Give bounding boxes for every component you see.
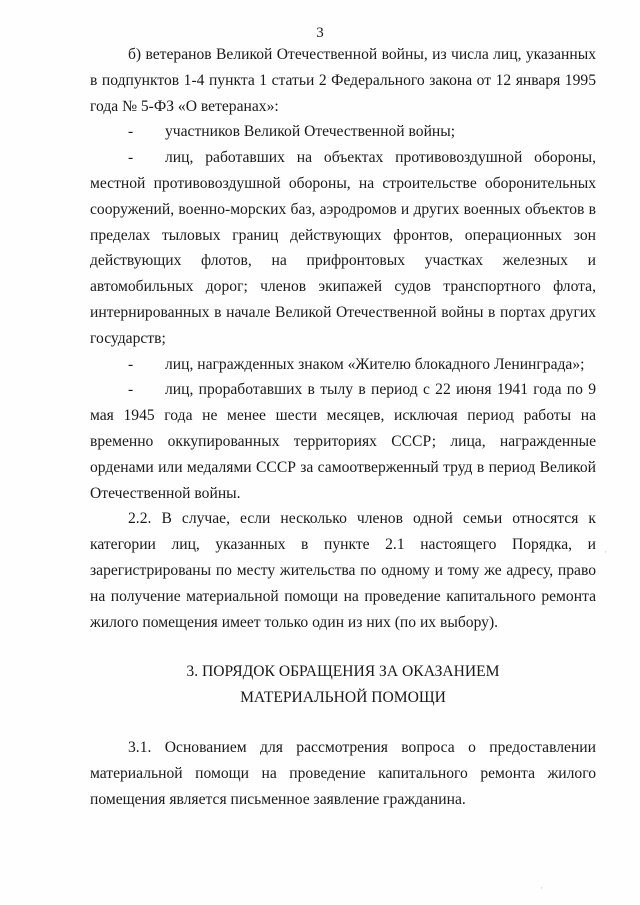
section-title-line-1: 3. ПОРЯДОК ОБРАЩЕНИЯ ЗА ОКАЗАНИЕМ [186,663,500,681]
bullet-item [90,119,596,145]
bullet-dash: - [128,123,134,141]
scan-speck: · [540,883,543,893]
bullet-dash: - [128,355,134,373]
bullet-text: лиц, проработавших в тылу в период с 22 июня 1941 года по 9 мая 1945 года не менее шести месяцев, исключая период работы на временно оккупированных территориях СССР; лица, награжденные орденами или медалями СССР за самоотверженный труд в период Великой Отечественной войны. [90,381,596,502]
bullet-item [90,145,596,351]
bullet-text: лиц, награжденных знаком «Жителю блокадного Ленинграда»; [165,355,585,373]
bullet-dash: - [128,381,134,399]
section-heading [90,659,596,711]
bullet-text: участников Великой Отечественной войны; [165,123,456,141]
bullet-dash: - [128,149,134,167]
paragraph-item-3-1: 3.1. Основанием для рассмотрения вопроса о предоставлении материальной помощи на проведение капитального ремонта жилого помещения является письменное заявление гражданина. [90,738,596,808]
scan-speck: · [604,547,607,557]
bullet-item [90,377,596,506]
page-number: 3 [316,25,324,41]
bullet-text: лиц, работавших на объектах противовоздушной обороны, местной противовоздушной обороны, на строительстве оборонительных сооружений, военно-морских баз, аэродромов и других военных объектов в пределах тыловых границ действующих фронтов, операционных зон действующих флотов, на прифронтовых участках железных и автомобильных дорог; членов экипажей судов транспортного флота, интернированных в начале Великой Отечественной войны в портах других государств; [90,149,596,347]
bullet-item [90,352,596,378]
paragraph-item-2-2: 2.2. В случае, если несколько членов одной семьи относятся к категории лиц, указанных в пункте 2.1 настоящего Порядка, и зарегистрированы по месту жительства по одному и тому же адресу, право на получение материальной помощи на проведение капитального ремонта жилого помещения имеет только один из них (по их выбору). [90,510,596,631]
section-title-line-2: МАТЕРИАЛЬНОЙ ПОМОЩИ [240,689,446,707]
document-body [90,42,596,812]
paragraph-item-b: б) ветеранов Великой Отечественной войны, из числа лиц, указанных в подпунктов 1-4 пункта 1 статьи 2 Федерального закона от 12 января 1995 года № 5-ФЗ «О ветеранах»: [90,46,596,115]
